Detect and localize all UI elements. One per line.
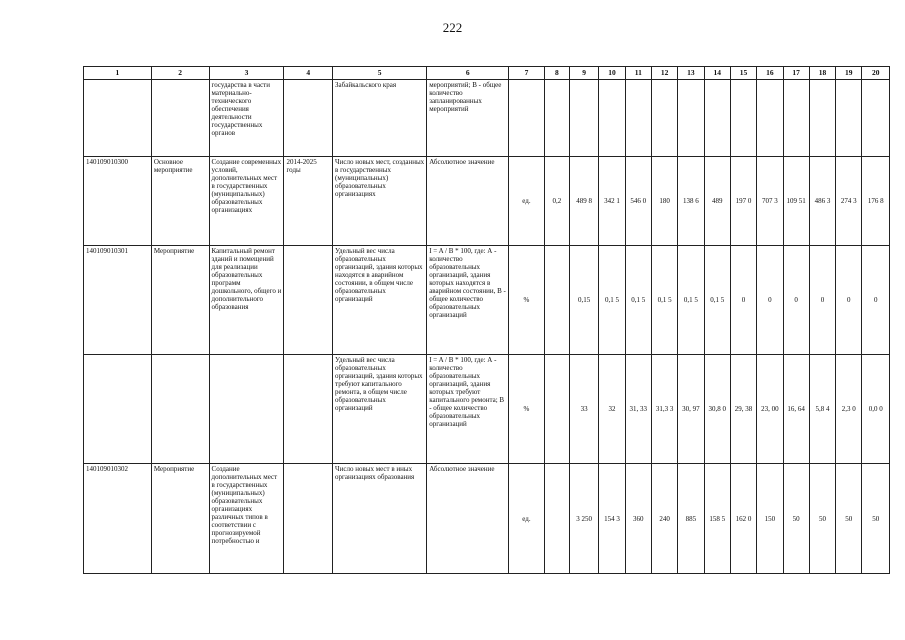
cell-value: 0,1 5	[678, 246, 704, 355]
cell-period	[284, 355, 333, 464]
cell-value: 138 6	[678, 157, 704, 246]
cell-value: 0	[730, 246, 756, 355]
table-row	[84, 80, 890, 157]
cell-period	[284, 464, 333, 574]
column-header-6: 6	[427, 67, 509, 80]
cell-code	[84, 355, 152, 464]
cell-value: 50	[809, 464, 835, 574]
cell-code: 140109010301	[84, 246, 152, 355]
cell-method: Абсолютное значение	[427, 464, 509, 574]
cell-event-type: Мероприятие	[151, 246, 209, 355]
column-header-1: 1	[84, 67, 152, 80]
cell-event-type	[151, 80, 209, 157]
cell-event-type: Основное мероприятие	[151, 157, 209, 246]
cell-value: 5,8 4	[809, 355, 835, 464]
cell-value	[599, 80, 625, 157]
cell-value: 109 51	[783, 157, 809, 246]
column-header-20: 20	[862, 67, 890, 80]
cell-unit: %	[509, 355, 544, 464]
cell-value: 489 8	[569, 157, 598, 246]
table-row	[84, 157, 890, 246]
column-header-5: 5	[333, 67, 427, 80]
column-header-15: 15	[730, 67, 756, 80]
cell-value: 0,1 5	[651, 246, 677, 355]
column-header-17: 17	[783, 67, 809, 80]
cell-method: мероприятий; В - общее количество запланированных мероприятий	[427, 80, 509, 157]
cell-period	[284, 80, 333, 157]
cell-value: 240	[651, 464, 677, 574]
cell-indicator: Удельный вес числа образовательных организаций, здания которых требуют капитального ремонта, в общем числе образовательных организаций	[333, 355, 427, 464]
cell-value: 0,1 5	[625, 246, 651, 355]
cell-event-name: Создание современных условий, дополнительных мест в государственных (муниципальных) образовательных организациях	[209, 157, 284, 246]
cell-value: 0,15	[569, 246, 598, 355]
cell-unit	[509, 80, 544, 157]
table-row	[84, 464, 890, 574]
column-header-8: 8	[544, 67, 569, 80]
cell-value: 0	[862, 246, 890, 355]
cell-event-name	[209, 355, 284, 464]
cell-value: 180	[651, 157, 677, 246]
cell-value: 2,3 0	[836, 355, 862, 464]
column-header-13: 13	[678, 67, 704, 80]
cell-event-type	[151, 355, 209, 464]
cell-value: 33	[569, 355, 598, 464]
cell-value	[544, 464, 569, 574]
cell-value: 32	[599, 355, 625, 464]
cell-value: 0	[757, 246, 783, 355]
cell-value: 546 0	[625, 157, 651, 246]
column-header-11: 11	[625, 67, 651, 80]
cell-value: 150	[757, 464, 783, 574]
cell-value: 197 0	[730, 157, 756, 246]
column-header-10: 10	[599, 67, 625, 80]
cell-value: 31,3 3	[651, 355, 677, 464]
column-header-16: 16	[757, 67, 783, 80]
cell-value: 50	[836, 464, 862, 574]
cell-value: 176 8	[862, 157, 890, 246]
table-body	[84, 80, 890, 574]
cell-value: 3 250	[569, 464, 598, 574]
cell-value	[730, 80, 756, 157]
column-header-18: 18	[809, 67, 835, 80]
cell-value: 30,8 0	[704, 355, 730, 464]
cell-method: I = A / B * 100, где: А - количество образовательных организаций, здания которых требуют капитального ремонта; В - общее количество образовательных организаций	[427, 355, 509, 464]
cell-value	[862, 80, 890, 157]
cell-event-name: государства в части материально-технического обеспечения деятельности государственных органов	[209, 80, 284, 157]
cell-value: 29, 38	[730, 355, 756, 464]
cell-value: 50	[862, 464, 890, 574]
table-row	[84, 246, 890, 355]
cell-value: 0,1 5	[599, 246, 625, 355]
column-header-19: 19	[836, 67, 862, 80]
cell-value: 50	[783, 464, 809, 574]
cell-value: 0	[783, 246, 809, 355]
cell-value	[678, 80, 704, 157]
cell-value: 707 3	[757, 157, 783, 246]
cell-value: 30, 97	[678, 355, 704, 464]
cell-value	[625, 80, 651, 157]
column-header-4: 4	[284, 67, 333, 80]
cell-value	[836, 80, 862, 157]
column-header-9: 9	[569, 67, 598, 80]
cell-value: 23, 00	[757, 355, 783, 464]
cell-value: 885	[678, 464, 704, 574]
cell-indicator: Число новых мест в иных организациях образования	[333, 464, 427, 574]
column-header-3: 3	[209, 67, 284, 80]
cell-event-name: Капитальный ремонт зданий и помещений для реализации образовательных программ дошкольного, общего и дополнительного образования	[209, 246, 284, 355]
cell-event-name: Создание дополнительных мест в государственных (муниципальных) образовательных организациях различных типов в соответствии с прогнозируемой потребностью и	[209, 464, 284, 574]
cell-code	[84, 80, 152, 157]
cell-value	[783, 80, 809, 157]
cell-value: 489	[704, 157, 730, 246]
cell-period: 2014-2025 годы	[284, 157, 333, 246]
cell-value: 486 3	[809, 157, 835, 246]
table-row	[84, 355, 890, 464]
column-header-7: 7	[509, 67, 544, 80]
cell-value: 0	[809, 246, 835, 355]
cell-value	[569, 80, 598, 157]
cell-value: 0,1 5	[704, 246, 730, 355]
cell-value: 360	[625, 464, 651, 574]
cell-value: 158 5	[704, 464, 730, 574]
cell-indicator: Удельный вес числа образовательных организаций, здания которых находятся в аварийном состоянии, в общем числе образовательных организаций	[333, 246, 427, 355]
cell-event-type: Мероприятие	[151, 464, 209, 574]
cell-value: 342 1	[599, 157, 625, 246]
cell-value: 274 3	[836, 157, 862, 246]
cell-indicator: Забайкальского края	[333, 80, 427, 157]
cell-value	[757, 80, 783, 157]
cell-value	[544, 80, 569, 157]
page-number: 222	[442, 20, 463, 35]
cell-method: Абсолютное значение	[427, 157, 509, 246]
cell-method: I = A / B * 100, где: А - количество образовательных организаций, здания которых находятся в аварийном состоянии, В - общее количество образовательных организаций	[427, 246, 509, 355]
cell-code: 140109010302	[84, 464, 152, 574]
cell-value	[704, 80, 730, 157]
cell-value: 0	[836, 246, 862, 355]
cell-period	[284, 246, 333, 355]
cell-value: 16, 64	[783, 355, 809, 464]
cell-value	[544, 246, 569, 355]
cell-value	[809, 80, 835, 157]
column-header-12: 12	[651, 67, 677, 80]
cell-value: 0,2	[544, 157, 569, 246]
cell-value: 0,0 0	[862, 355, 890, 464]
cell-value: 154 3	[599, 464, 625, 574]
cell-value: 31, 33	[625, 355, 651, 464]
cell-value	[544, 355, 569, 464]
column-header-14: 14	[704, 67, 730, 80]
cell-indicator: Число новых мест, созданных в государственных (муниципальных) образовательных организациях	[333, 157, 427, 246]
cell-unit: %	[509, 246, 544, 355]
indicators-table	[83, 66, 890, 574]
column-header-2: 2	[151, 67, 209, 80]
header-row	[84, 67, 890, 80]
cell-value	[651, 80, 677, 157]
cell-code: 140109010300	[84, 157, 152, 246]
cell-unit: ед.	[509, 157, 544, 246]
cell-unit: ед.	[509, 464, 544, 574]
cell-value: 162 0	[730, 464, 756, 574]
